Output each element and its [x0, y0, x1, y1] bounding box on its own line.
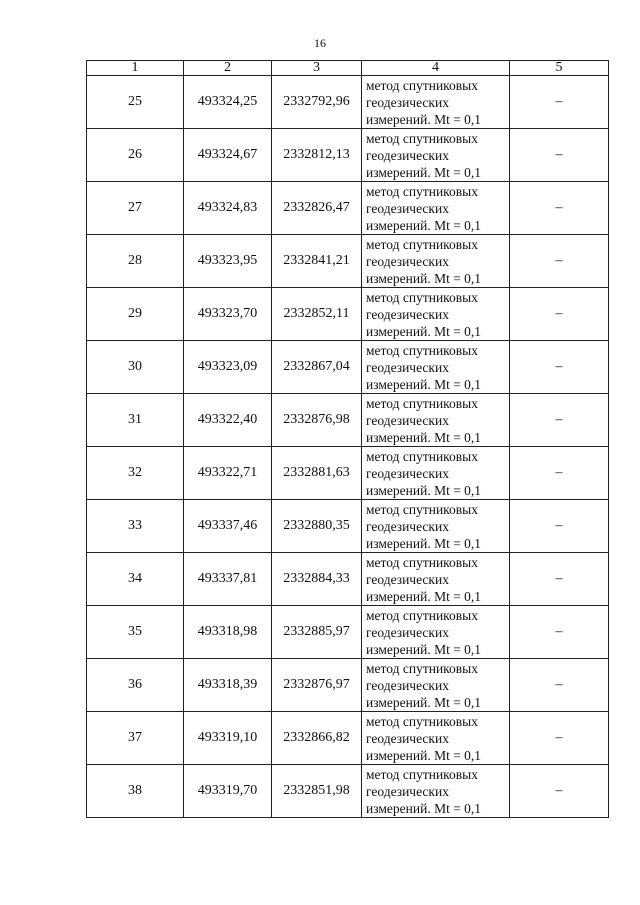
header-col-5: 5 — [510, 61, 609, 76]
header-col-1: 1 — [87, 61, 184, 76]
description-cell: – — [510, 129, 609, 182]
method-text: метод спутниковых геодезических измерений. Mt = 0,1 — [366, 554, 482, 604]
method-text: метод спутниковых геодезических измерений. Mt = 0,1 — [366, 77, 482, 127]
x-coordinate-cell: 493323,09 — [184, 341, 272, 394]
x-coordinate-cell: 493323,70 — [184, 288, 272, 341]
method-text: метод спутниковых геодезических измерений. Mt = 0,1 — [366, 607, 482, 657]
point-number-cell: 38 — [87, 765, 184, 818]
description-cell: – — [510, 447, 609, 500]
description-cell: – — [510, 288, 609, 341]
x-coordinate-cell: 493337,81 — [184, 553, 272, 606]
table-row — [87, 712, 609, 765]
header-col-4: 4 — [362, 61, 510, 76]
method-text: метод спутниковых геодезических измерений. Mt = 0,1 — [366, 130, 482, 180]
y-coordinate-cell: 2332876,98 — [272, 394, 362, 447]
header-col-2: 2 — [184, 61, 272, 76]
y-coordinate-cell: 2332826,47 — [272, 182, 362, 235]
x-coordinate-cell: 493324,25 — [184, 76, 272, 129]
point-number-cell: 32 — [87, 447, 184, 500]
x-coordinate-cell: 493337,46 — [184, 500, 272, 553]
table-row — [87, 606, 609, 659]
x-coordinate-cell: 493319,70 — [184, 765, 272, 818]
y-coordinate-cell: 2332881,63 — [272, 447, 362, 500]
point-number-cell: 36 — [87, 659, 184, 712]
method-text: метод спутниковых геодезических измерений. Mt = 0,1 — [366, 342, 482, 392]
point-number-cell: 29 — [87, 288, 184, 341]
description-cell: – — [510, 500, 609, 553]
table-row — [87, 447, 609, 500]
table-row — [87, 288, 609, 341]
method-cell — [362, 765, 510, 818]
header-row — [87, 61, 609, 76]
coordinates-table — [86, 60, 609, 818]
description-cell: – — [510, 765, 609, 818]
description-cell: – — [510, 394, 609, 447]
table-row — [87, 235, 609, 288]
method-text: метод спутниковых геодезических измерений. Mt = 0,1 — [366, 766, 482, 816]
method-text: метод спутниковых геодезических измерений. Mt = 0,1 — [366, 448, 482, 498]
point-number-cell: 30 — [87, 341, 184, 394]
table-body — [87, 76, 609, 818]
point-number-cell: 33 — [87, 500, 184, 553]
table-row — [87, 182, 609, 235]
method-cell — [362, 394, 510, 447]
table-row — [87, 500, 609, 553]
method-cell — [362, 341, 510, 394]
method-cell — [362, 182, 510, 235]
y-coordinate-cell: 2332812,13 — [272, 129, 362, 182]
table-row — [87, 659, 609, 712]
table-row — [87, 76, 609, 129]
description-cell: – — [510, 76, 609, 129]
method-cell — [362, 500, 510, 553]
method-cell — [362, 447, 510, 500]
y-coordinate-cell: 2332867,04 — [272, 341, 362, 394]
method-cell — [362, 606, 510, 659]
method-cell — [362, 288, 510, 341]
point-number-cell: 37 — [87, 712, 184, 765]
point-number-cell: 27 — [87, 182, 184, 235]
x-coordinate-cell: 493324,67 — [184, 129, 272, 182]
y-coordinate-cell: 2332876,97 — [272, 659, 362, 712]
table-row — [87, 341, 609, 394]
page-number: 16 — [314, 36, 326, 50]
description-cell: – — [510, 712, 609, 765]
method-cell — [362, 659, 510, 712]
method-text: метод спутниковых геодезических измерений. Mt = 0,1 — [366, 395, 482, 445]
method-text: метод спутниковых геодезических измерений. Mt = 0,1 — [366, 289, 482, 339]
method-text: метод спутниковых геодезических измерений. Mt = 0,1 — [366, 713, 482, 763]
header-col-3: 3 — [272, 61, 362, 76]
table-row — [87, 394, 609, 447]
description-cell: – — [510, 553, 609, 606]
y-coordinate-cell: 2332866,82 — [272, 712, 362, 765]
method-cell — [362, 712, 510, 765]
x-coordinate-cell: 493323,95 — [184, 235, 272, 288]
description-cell: – — [510, 606, 609, 659]
description-cell: – — [510, 341, 609, 394]
description-cell: – — [510, 182, 609, 235]
point-number-cell: 31 — [87, 394, 184, 447]
y-coordinate-cell: 2332880,35 — [272, 500, 362, 553]
y-coordinate-cell: 2332841,21 — [272, 235, 362, 288]
table-header — [87, 61, 609, 76]
point-number-cell: 26 — [87, 129, 184, 182]
method-text: метод спутниковых геодезических измерений. Mt = 0,1 — [366, 660, 482, 710]
point-number-cell: 35 — [87, 606, 184, 659]
point-number-cell: 25 — [87, 76, 184, 129]
table-row — [87, 553, 609, 606]
y-coordinate-cell: 2332852,11 — [272, 288, 362, 341]
description-cell: – — [510, 235, 609, 288]
y-coordinate-cell: 2332885,97 — [272, 606, 362, 659]
x-coordinate-cell: 493322,71 — [184, 447, 272, 500]
method-cell — [362, 76, 510, 129]
method-text: метод спутниковых геодезических измерений. Mt = 0,1 — [366, 501, 482, 551]
method-cell — [362, 129, 510, 182]
method-cell — [362, 235, 510, 288]
description-cell: – — [510, 659, 609, 712]
method-text: метод спутниковых геодезических измерений. Mt = 0,1 — [366, 183, 482, 233]
y-coordinate-cell: 2332792,96 — [272, 76, 362, 129]
method-text: метод спутниковых геодезических измерений. Mt = 0,1 — [366, 236, 482, 286]
table-row — [87, 129, 609, 182]
table-row — [87, 765, 609, 818]
x-coordinate-cell: 493318,39 — [184, 659, 272, 712]
x-coordinate-cell: 493322,40 — [184, 394, 272, 447]
y-coordinate-cell: 2332851,98 — [272, 765, 362, 818]
point-number-cell: 28 — [87, 235, 184, 288]
x-coordinate-cell: 493319,10 — [184, 712, 272, 765]
x-coordinate-cell: 493318,98 — [184, 606, 272, 659]
point-number-cell: 34 — [87, 553, 184, 606]
x-coordinate-cell: 493324,83 — [184, 182, 272, 235]
method-cell — [362, 553, 510, 606]
y-coordinate-cell: 2332884,33 — [272, 553, 362, 606]
